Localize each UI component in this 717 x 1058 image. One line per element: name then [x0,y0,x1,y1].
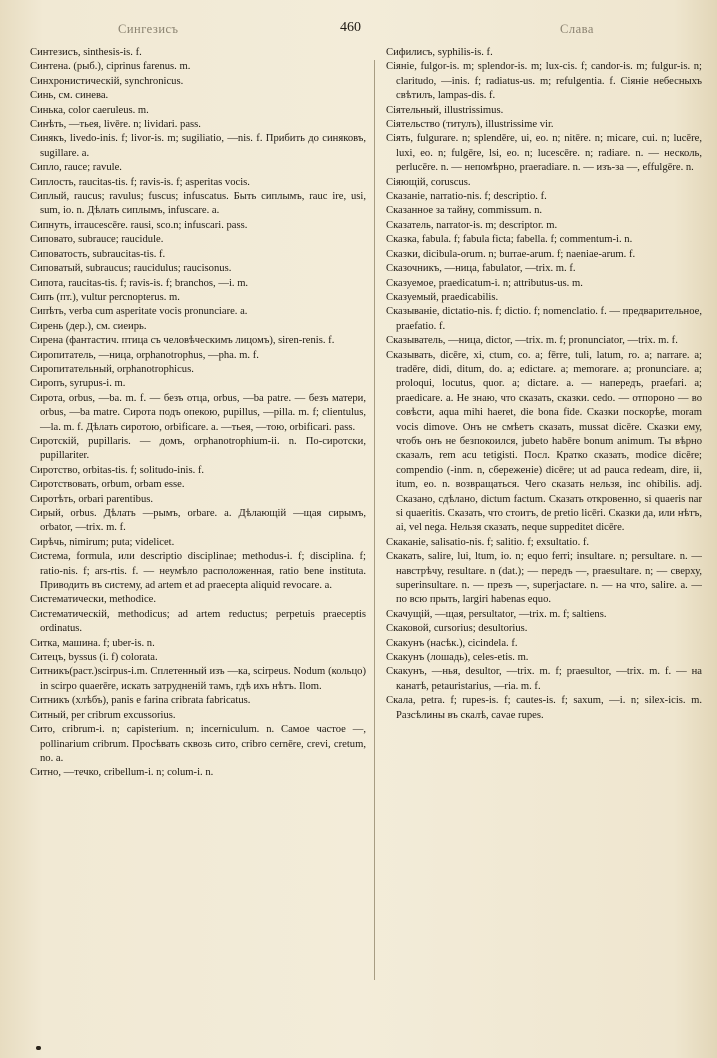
dictionary-entry: Скаканіе, salisatio-nis. f; salitio. f; exsultatio. f. [386,536,590,548]
dictionary-entry: Сиропитатель, —ница, orphanotrophus, —pha. m. f. [30,349,259,361]
dictionary-entry: Сказки, dicibula-orum. n; burrae-arum. f; naeniae-arum. f. [386,248,636,260]
dictionary-entry: Сирень (дер.), см. сиеирь. [30,320,147,332]
dictionary-entry: Скала, petra. f; rupes-is. f; cautes-is. f; saxum, —i. n; silex-icis. m. Разсѣлины въ скалѣ, cavae rupes. [386,695,702,721]
dictionary-entry: Сиповато, subrauce; raucidule. [30,234,164,246]
left-running-head: Сингезисъ [118,22,179,36]
page-header [0,20,717,42]
dictionary-entry: Сіяніе, fulgor-is. m; splendor-is. m; lux-cis. f; candor-is. m; fulgur-is. n; claritudo, —inis. f; radiatus-us. m; refulgentia. f. Сіяніе небесныхъ свѣтилъ, lampas-dis. f. [386,61,702,102]
dictionary-entry: Сіять, fulgurare. n; splendēre, ui, eo. n; nitēre. n; micare, cui. n; lucēre, luxi, eo. n; fulgēre, lsi, eo. n; lucescēre. n; radiare. n. — несколь, perlucēre. n. — непомѣрно, praeradiare. n. — изъ-за —, effulgēre. n. [386,133,702,174]
dictionary-entry: Систематическій, methodicus; ad artem reductus; perpetuis praeceptis ordinatus. [30,608,366,635]
dictionary-entry: Сипъ (пт.), vultur percnopterus. m. [30,291,180,303]
dictionary-entry: Сирый, orbus. Дѣлать —рымъ, orbare. a. Дѣлающій —щая сирымъ, orbator, —trix. m. f. [30,508,366,534]
dictionary-entry: Ситно, —течко, cribellum-i. n; colum-i. n. [30,767,214,779]
dictionary-entry: Сказаніе, narratio-nis. f; descriptio. f. [386,191,547,203]
page-number: 460 [340,20,361,35]
dictionary-entry: Сиротѣть, orbari parentibus. [30,493,154,505]
dictionary-entry: Система, formula, или descriptio disciplinae; methodus-i. f; disciplina. f; ratio-nis. f; ars-rtis. f. — неумѣло расположенная, ratio bene instituta. Приводить въ систему, ad artem et ad praecepta aliquid revocare. a. [30,551,366,592]
column-divider [374,60,375,980]
dictionary-entry: Сиплость, raucitas-tis. f; ravis-is. f; asperitas vocis. [30,176,250,188]
dictionary-entry: Сиповатый, subraucus; raucidulus; raucisonus. [30,263,232,275]
dictionary-entry: Сиротствовать, orbum, orbam esse. [30,479,185,491]
dictionary-entry: Синтена. (рыб.), ciprinus farenus. m. [30,61,191,73]
dictionary-entry: Сказатель, narrator-is. m; descriptor. m. [386,219,558,231]
dictionary-entry: Сказанное за тайну, commissum. n. [386,205,543,217]
dictionary-entry: Сиротскій, pupillaris. — домъ, orphanotrophium-ii. n. По-сиротски, pupillariter. [30,435,366,462]
dictionary-entry: Сказывать, dicēre, xi, ctum, co. a; fērre, tuli, latum, ro. a; narrare. a; tradēre, didi, ditum, do. a; edictare. a; memorare. a; pronunciare. a; proloqui, locutus, quor. a; dictare. a. — напередъ, praefari. a; praedicare. a. Не знаю, что сказать, сказки. cedo. — отпороно — во совѣсти, aqua mihi haeret, die bona fide. Сказки поскорѣе, moram vocis dimove. Онъ не смѣетъ сказать, mussat dicēre. Сказки ему, чтобъ онъ не безпокоился, jubeto habēre bonum animum. Ты вѣрно сказалъ, rem acu tetigisti. Посл. Кратко сказать, modice dicēre; compendio (-inm. n, сбереженіе) dicēre; ut ad pauca redeam, dire, ii, itum, eo. n. возвращаться. Чего сказать нельзя, inc ohibilis. adj. Сказано, сдѣлано, dictum factum. Сказать откровенно, si quaeris nar si quaeritis. Сказать, что стоитъ, de pretio licēri. Сказки да, или нѣтъ, ai, vel nega. Нельзя сказать, neque suppeditet dicēre. [386,349,702,534]
dictionary-entry: Синякъ, livedo-inis. f; livor-is. m; sugiliatio, —nis. f. Прибить до синяковъ, sugillare. a. [30,133,366,159]
dictionary-entry: Сіяющій, coruscus. [386,176,471,188]
dictionary-entry: Ситецъ, byssus (i. f) colorata. [30,652,158,664]
dictionary-entry: Синхронистическій, synchronicus. [30,75,184,87]
dictionary-entry: Сиротство, orbitas-tis. f; solitudo-inis. f. [30,464,205,476]
dictionary-entry: Сіятельство (титулъ), illustrissime vir. [386,119,554,131]
dictionary-entry: Скакунъ (насѣк.), cicindela. f. [386,637,518,649]
dictionary-entry: Скакать, salire, lui, ltum, io. n; equo ferri; insultare. n; persultare. n. — навстрѣчу, resultare. n (dat.); — передъ —, praesultare. n; — сверху, superinsultare. n. — презъ —, superjactare. n. — на что, salire. a. — по всю прыть, largiri habenas equo. [386,551,702,606]
dictionary-entry: Скакунъ (лошадь), celes-etis. m. [386,652,529,664]
dictionary-entry: Сиплый, raucus; ravulus; fuscus; infuscatus. Быть сиплымъ, rauc ire, usi, sum, io. n. Дѣлать сиплымъ, infuscare. a. [30,191,366,217]
dictionary-entry: Сирѣчь, nimirum; puta; videlicet. [30,536,175,548]
dictionary-entry: Скачущій, —щая, persultator, —trix. m. f; saltiens. [386,608,607,620]
dictionary-entry: Систематически, methodice. [30,594,157,606]
dictionary-entry: Сиропитательный, orphanotrophicus. [30,363,194,375]
dictionary-entry: Сказыватель, —ница, dictor, —trix. m. f; pronunciator, —trix. m. f. [386,335,678,347]
dictionary-entry: Сіятельный, illustrissimus. [386,104,504,116]
dictionary-entry: Синѣть, —тьея, livēre. n; lividari. pass. [30,119,201,131]
dictionary-entry: Сирота, orbus, —ba. m. f. — безъ отца, orbus, —ba patre. — безъ матери, orbus, —ba matre. Сирота подъ опекою, pupillus, —pilla. m. f; clientulus, —la. m. f. Дѣлать сиротою, orbificare. a. —тьея, —тою, orbificari. pass. [30,392,366,433]
left-column [30,46,366,1038]
dictionary-entry: Сипнуть, irraucescēre. rausi, sco.n; infuscari. pass. [30,219,248,231]
dictionary-entry: Синтезисъ, sinthesis-is. f. [30,47,142,58]
dictionary-entry: Сито, cribrum-i. n; capisterium. n; incerniculum. n. Самое частое —, pollinarium cribrum. Просѣвать сквозь сито, cribro cernēre, crevi, cretum, no. a. [30,724,366,764]
dictionary-entry: Скаковой, cursorius; desultorius. [386,623,528,635]
dictionary-entry: Сказуемое, praedicatum-i. n; attributus-us. m. [386,277,583,289]
dictionary-entry: Ситка, машина. f; uber-is. n. [30,637,155,649]
dictionary-entry: Синька, color caeruleus. m. [30,104,149,116]
dictionary-entry: Ситникъ(раст.)scirpus-i.m. Сплетенный изъ —ка, scirpeus. Nodum (кольцо) in scirpo quaerēre, искать затрудненій тамъ, гдѣ ихъ нѣтъ. Ilom. [30,666,366,692]
dictionary-entry: Сказочникъ, —ница, fabulator, —trix. m. f. [386,263,576,275]
dictionary-entry: Сказка, fabula. f; fabula ficta; fabella. f; commentum-i. n. [386,234,633,246]
dictionary-entry: Сказываніе, dictatio-nis. f; dictio. f; nomenclatio. f. — предварительное, praefatio. f. [386,306,702,332]
dictionary-entry: Сиповатость, subraucitas-tis. f. [30,248,166,260]
right-running-head: Слава [560,22,594,36]
dictionary-entry: Сифилисъ, syphilis-is. f. [386,47,493,58]
dictionary-entry: Сирена (фантастич. птица съ человѣческимъ лицомъ), siren-renis. f. [30,335,335,347]
dictionary-entry: Сказуемый, praedicabilis. [386,291,499,303]
dictionary-entry: Сипло, rauce; ravule. [30,162,122,174]
dictionary-entry: Синь, см. синева. [30,90,109,102]
ink-spot [36,1046,41,1050]
dictionary-entry: Ситный, per cribrum excussorius. [30,709,176,721]
dictionary-entry: Ситникъ (хлѣбъ), panis e farina cribrata fabricatus. [30,695,251,707]
dictionary-entry: Сипота, raucitas-tis. f; ravis-is. f; branchos, —i. m. [30,277,249,289]
dictionary-entry: Скакунъ, —нья, desultor, —trix. m. f; praesultor, —trix. m. f. — на канатѣ, petauristarius, —ria. m. f. [386,666,702,692]
right-column [386,46,702,1038]
dictionary-entry: Сиропъ, syrupus-i. m. [30,378,126,390]
dictionary-entry: Сипѣть, verba cum asperitate vocis pronunciare. a. [30,306,248,318]
